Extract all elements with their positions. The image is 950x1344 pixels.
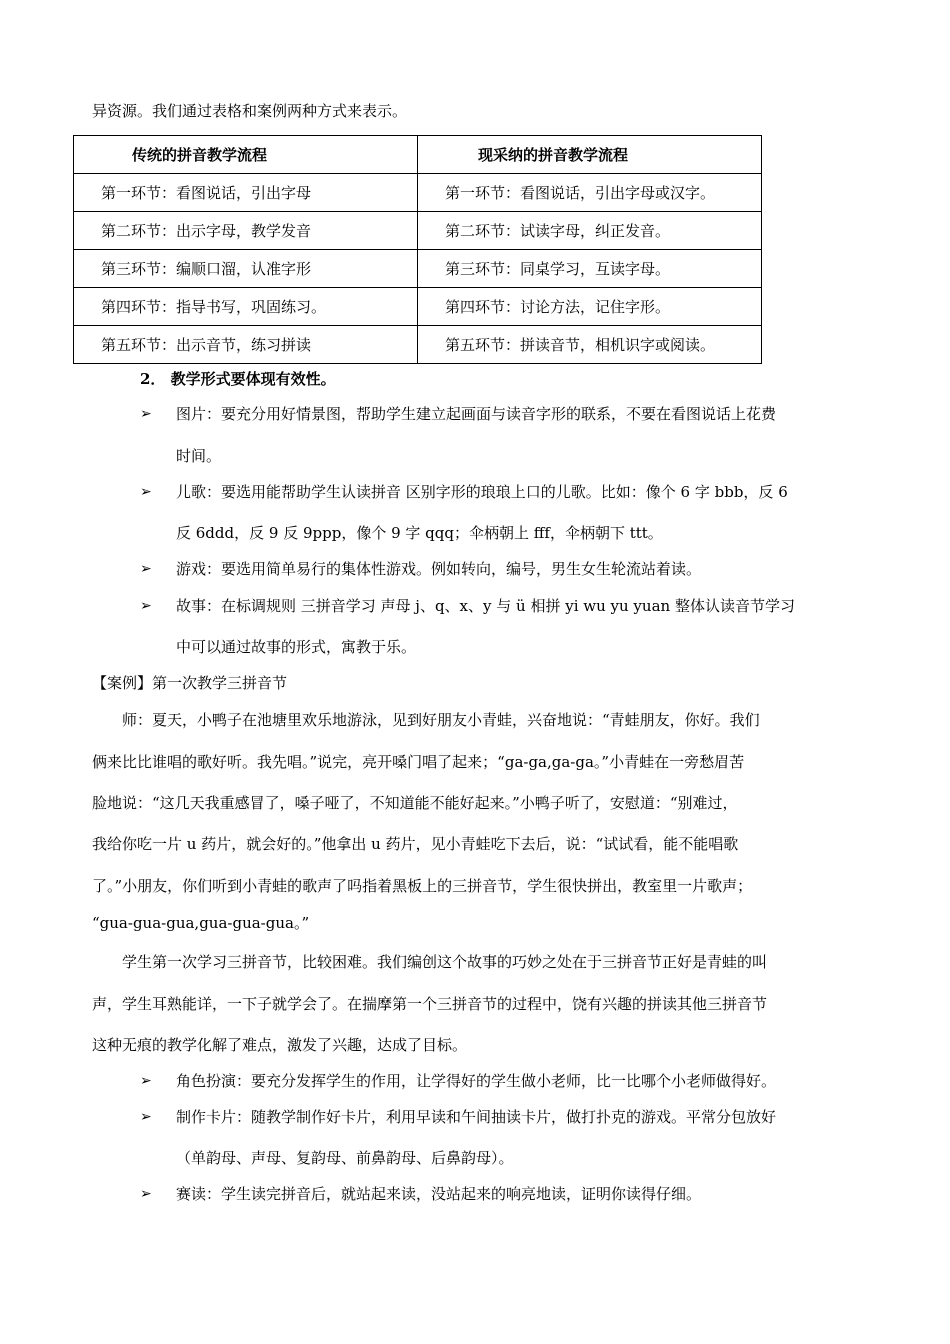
table-cell: 第三环节：编顺口溜，认准字形 [74,250,418,288]
table-cell: 第一环节：看图说话，引出字母 [74,174,418,212]
analysis-line: 学生第一次学习三拼音节，比较困难。我们编创这个故事的巧妙之处在于三拼音节正好是青蛙的叫 [92,953,768,971]
bullet-arrow-icon: ➢ [140,406,152,422]
bullet-arrow-icon: ➢ [140,561,152,577]
table-row [74,288,762,326]
story-line: 脸地说：“这几天我重感冒了，嗓子哑了，不知道能不能好起来。”小鸭子听了，安慰道：“别难过， [92,794,738,812]
table-cell: 第一环节：看图说话，引出字母或汉字。 [418,174,762,212]
bullet-arrow-icon: ➢ [140,1109,152,1125]
bullet-text: 图片：要充分用好情景图，帮助学生建立起画面与读音字形的联系，不要在看图说话上花费 [176,405,777,423]
table-cell: 第四环节：讨论方法，记住字形。 [418,288,762,326]
header-current: 现采纳的拼音教学流程 [418,136,762,174]
story-line: 俩来比比谁唱的歌好听。我先唱。”说完，亮开嗓门唱了起来；“ga-ga,ga-ga。”小青蛙在一旁愁眉苦 [92,753,745,771]
table-row [74,174,762,212]
bullet-arrow-icon: ➢ [140,1186,152,1202]
bullet-arrow-icon: ➢ [140,598,152,614]
bullet-arrow-icon: ➢ [140,1073,152,1089]
story-line: “gua-gua-gua,gua-gua-gua。” [92,914,310,932]
bullet-text: 故事：在标调规则 三拼音学习 声母 j、q、x、y 与 ü 相拼 yi wu yu yuan 整体认读音节学习 [176,597,795,615]
bullet-text-cont: 中可以通过故事的形式，寓教于乐。 [176,638,417,656]
intro-text: 异资源。我们通过表格和案例两种方式来表示。 [92,102,408,120]
bullet-text-cont: （单韵母、声母、复韵母、前鼻韵母、后鼻韵母）。 [176,1149,514,1167]
table-cell: 第三环节：同桌学习，互读字母。 [418,250,762,288]
bullet-text: 角色扮演：要充分发挥学生的作用，让学得好的学生做小老师，比一比哪个小老师做得好。 [176,1072,777,1090]
header-traditional: 传统的拼音教学流程 [74,136,418,174]
table-cell: 第五环节：出示音节，练习拼读 [74,326,418,364]
case-title: 【案例】第一次教学三拼音节 [92,674,288,692]
bullet-text: 赛读：学生读完拼音后，就站起来读，没站起来的响亮地读，证明你读得仔细。 [176,1185,702,1203]
bullet-arrow-icon: ➢ [140,484,152,500]
analysis-line: 这种无痕的教学化解了难点，激发了兴趣，达成了目标。 [92,1036,468,1054]
table-header-row [74,136,762,174]
section-heading: 2． 教学形式要体现有效性。 [140,370,336,388]
table-row [74,326,762,364]
table-cell: 第二环节：试读字母，纠正发音。 [418,212,762,250]
table-row [74,212,762,250]
bullet-text: 制作卡片：随教学制作好卡片，利用早读和午间抽读卡片，做打扑克的游戏。平常分包放好 [176,1108,777,1126]
bullet-text-cont: 反 6ddd，反 9 反 9ppp，像个 9 字 qqq；伞柄朝上 fff，伞柄朝下 ttt。 [176,524,663,542]
bullet-text: 儿歌：要选用能帮助学生认读拼音 区别字形的琅琅上口的儿歌。比如：像个 6 字 bbb，反 6 [176,483,788,501]
story-line: 我给你吃一片 u 药片，就会好的。”他拿出 u 药片，见小青蛙吃下去后，说：“试试看，能不能唱歌 [92,835,739,853]
table-cell: 第四环节：指导书写，巩固练习。 [74,288,418,326]
bullet-text: 游戏：要选用简单易行的集体性游戏。例如转向，编号，男生女生轮流站着读。 [176,560,702,578]
story-line: 了。”小朋友，你们听到小青蛙的歌声了吗指着黑板上的三拼音节，学生很快拼出，教室里一片歌声； [92,877,753,895]
teaching-flow-table [73,135,762,364]
table-cell: 第五环节：拼读音节，相机识字或阅读。 [418,326,762,364]
table-row [74,250,762,288]
table-cell: 第二环节：出示字母，教学发音 [74,212,418,250]
bullet-text-cont: 时间。 [176,447,222,465]
story-line: 师：夏天，小鸭子在池塘里欢乐地游泳，见到好朋友小青蛙，兴奋地说：“青蛙朋友，你好。我们 [92,711,760,729]
analysis-line: 声，学生耳熟能详，一下子就学会了。在揣摩第一个三拼音节的过程中，饶有兴趣的拼读其他三拼音节 [92,995,768,1013]
